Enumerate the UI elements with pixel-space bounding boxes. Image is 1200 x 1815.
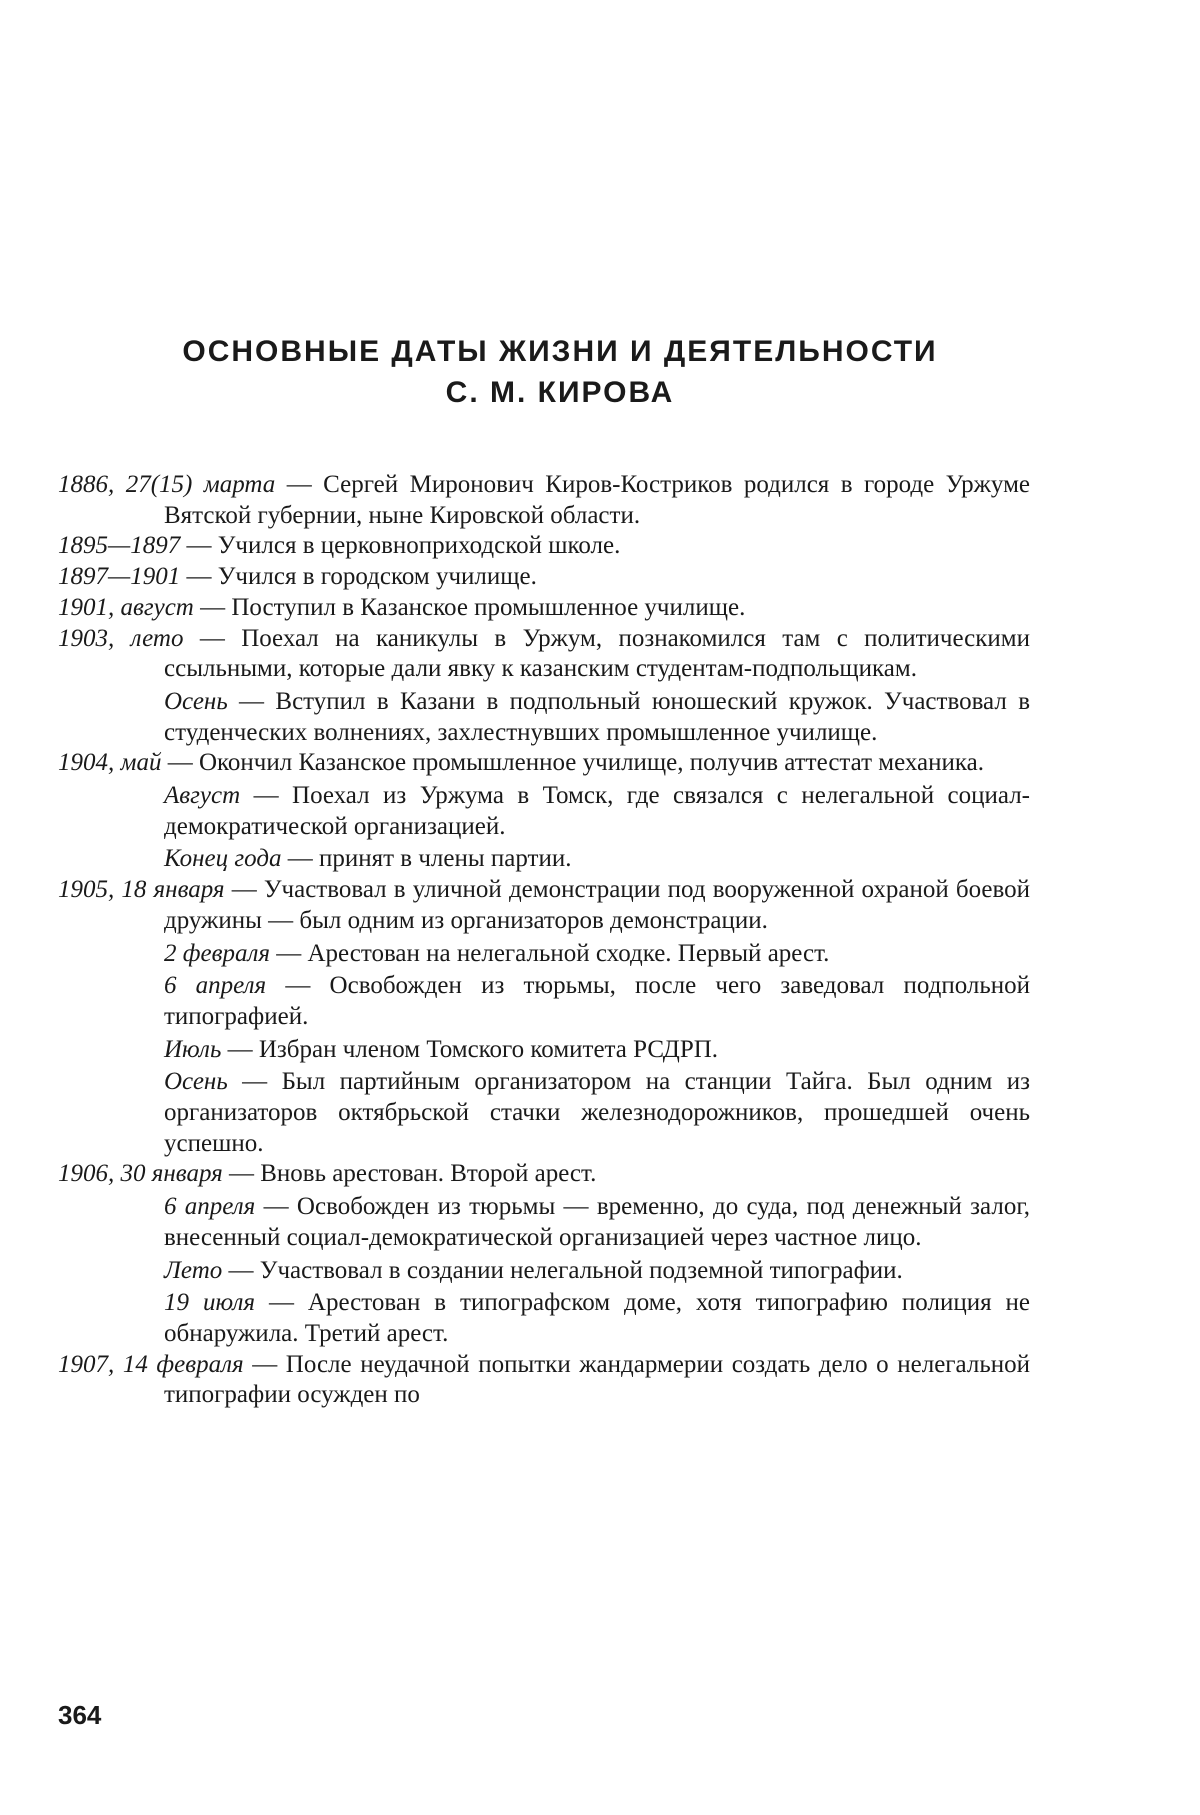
entry-text: Поехал из Уржума в Томск, где связался с нелегальной социал-демократической организацией. <box>164 782 1030 840</box>
entry-date: 1901, август <box>58 594 194 621</box>
entry-date: 2 февраля <box>164 940 270 967</box>
entry-text: Участвовал в уличной демонстрации под вооруженной охраной боевой дружины — был одним из организаторов демонстрации. <box>164 876 1030 934</box>
entry-date: 1886, 27(15) марта <box>58 471 275 498</box>
chronology-entry: 1897—1901 — Учился в городском училище. <box>58 562 1030 593</box>
entry-text: Арестован на нелегальной сходке. Первый арест. <box>307 940 829 967</box>
entry-text: Участвовал в создании нелегальной подземной типографии. <box>260 1257 903 1284</box>
entry-date: 1905, 18 января <box>58 876 225 903</box>
chronology-subentry: 6 апреля — Освобожден из тюрьмы — временно, до суда, под денежный залог, внесенный социал-демократической организацией через частное лицо. <box>58 1192 1030 1253</box>
chronology-subentry: Август — Поехал из Уржума в Томск, где связался с нелегальной социал-демократической организацией. <box>58 781 1030 842</box>
entry-date: 6 апреля <box>164 1193 255 1220</box>
chronology-subentry: 6 апреля — Освобожден из тюрьмы, после чего заведовал подпольной типографией. <box>58 971 1030 1032</box>
chronology-subentry: Конец года — принят в члены партии. <box>58 844 1030 875</box>
chronology-entry: 1906, 30 января — Вновь арестован. Второй арест. <box>58 1159 1030 1190</box>
entry-text: Окончил Казанское промышленное училище, получив аттестат механика. <box>199 749 984 776</box>
chronology-entry: 1905, 18 января — Участвовал в уличной демонстрации под вооруженной охраной боевой дружины — был одним из организаторов демонстрации. <box>58 875 1030 936</box>
chronology-entry: 1907, 14 февраля — После неудачной попытки жандармерии создать дело о нелегальной типографии осужден по <box>58 1350 1030 1411</box>
entry-text: Вступил в Казани в подпольный юношеский кружок. Участвовал в студенческих волнениях, захлестнувших промышленное училище. <box>164 688 1030 746</box>
chronology-subentry: 2 февраля — Арестован на нелегальной сходке. Первый арест. <box>58 939 1030 970</box>
entry-text: Учился в городском училище. <box>218 563 537 590</box>
chronology-list <box>58 470 1030 1411</box>
chronology-subentry: Лето — Участвовал в создании нелегальной подземной типографии. <box>58 1256 1030 1287</box>
entry-date: 19 июля <box>164 1289 255 1316</box>
entry-text: Освобожден из тюрьмы, после чего заведовал подпольной типографией. <box>164 972 1030 1030</box>
page-number: 364 <box>58 1700 101 1731</box>
entry-text: Избран членом Томского комитета РСДРП. <box>259 1036 718 1063</box>
entry-text: принят в члены партии. <box>319 845 572 872</box>
entry-text: Вновь арестован. Второй арест. <box>260 1160 596 1187</box>
chronology-subentry: Осень — Вступил в Казани в подпольный юношеский кружок. Участвовал в студенческих волнениях, захлестнувших промышленное училище. <box>58 687 1030 748</box>
entry-date: 6 апреля <box>164 972 266 999</box>
entry-date: 1897—1901 <box>58 563 180 590</box>
chronology-entry: 1901, август — Поступил в Казанское промышленное училище. <box>58 593 1030 624</box>
chronology-entry: 1904, май — Окончил Казанское промышленное училище, получив аттестат механика. <box>58 748 1030 779</box>
entry-text: Учился в церковноприходской школе. <box>218 532 621 559</box>
chronology-entry: 1903, лето — Поехал на каникулы в Уржум, познакомился там с политическими ссыльными, которые дали явку к казанским студентам-подпольщикам. <box>58 624 1030 685</box>
chronology-subentry: 19 июля — Арестован в типографском доме, хотя типографию полиция не обнаружила. Третий арест. <box>58 1288 1030 1349</box>
chronology-subentry: Осень — Был партийным организатором на станции Тайга. Был одним из организаторов октябрьской стачки железнодорожников, прошедшей очень успешно. <box>58 1067 1030 1159</box>
entry-date: 1904, май <box>58 749 161 776</box>
entry-text: Арестован в типографском доме, хотя типографию полиция не обнаружила. Третий арест. <box>164 1289 1030 1347</box>
entry-date: Август <box>164 782 240 809</box>
chronology-subentry: Июль — Избран членом Томского комитета РСДРП. <box>58 1035 1030 1066</box>
entry-text: После неудачной попытки жандармерии создать дело о нелегальной типографии осужден по <box>164 1351 1030 1409</box>
entry-text: Освобожден из тюрьмы — временно, до суда, под денежный залог, внесенный социал-демократической организацией через частное лицо. <box>164 1193 1030 1251</box>
entry-date: Июль <box>164 1036 221 1063</box>
chronology-entry: 1895—1897 — Учился в церковноприходской школе. <box>58 531 1030 562</box>
entry-date: Лето <box>164 1257 222 1284</box>
chronology-entry: 1886, 27(15) марта — Сергей Миронович Киров-Костриков родился в городе Уржуме Вятской губернии, ныне Кировской области. <box>58 470 1030 531</box>
entry-text: Был партийным организатором на станции Тайга. Был одним из организаторов октябрьской стачки железнодорожников, прошедшей очень успешно. <box>164 1068 1030 1156</box>
entry-date: 1906, 30 января <box>58 1160 223 1187</box>
entry-text: Поступил в Казанское промышленное училище. <box>231 594 745 621</box>
entry-date: 1903, лето <box>58 625 183 652</box>
entry-text: Сергей Миронович Киров-Костриков родился в городе Уржуме Вятской губернии, ныне Кировской области. <box>164 471 1030 529</box>
entry-text: Поехал на каникулы в Уржум, познакомился там с политическими ссыльными, которые дали явку к казанским студентам-подпольщикам. <box>164 625 1030 683</box>
entry-date: Осень <box>164 1068 228 1095</box>
entry-date: Осень <box>164 688 228 715</box>
page-title-line1: ОСНОВНЫЕ ДАТЫ ЖИЗНИ И ДЕЯТЕЛЬНОСТИ <box>60 335 1060 369</box>
entry-date: 1895—1897 <box>58 532 180 559</box>
entry-date: Конец года <box>164 845 281 872</box>
entry-date: 1907, 14 февраля <box>58 1351 244 1378</box>
page-title-line2: С. М. КИРОВА <box>60 376 1060 410</box>
book-page <box>0 0 1200 1815</box>
